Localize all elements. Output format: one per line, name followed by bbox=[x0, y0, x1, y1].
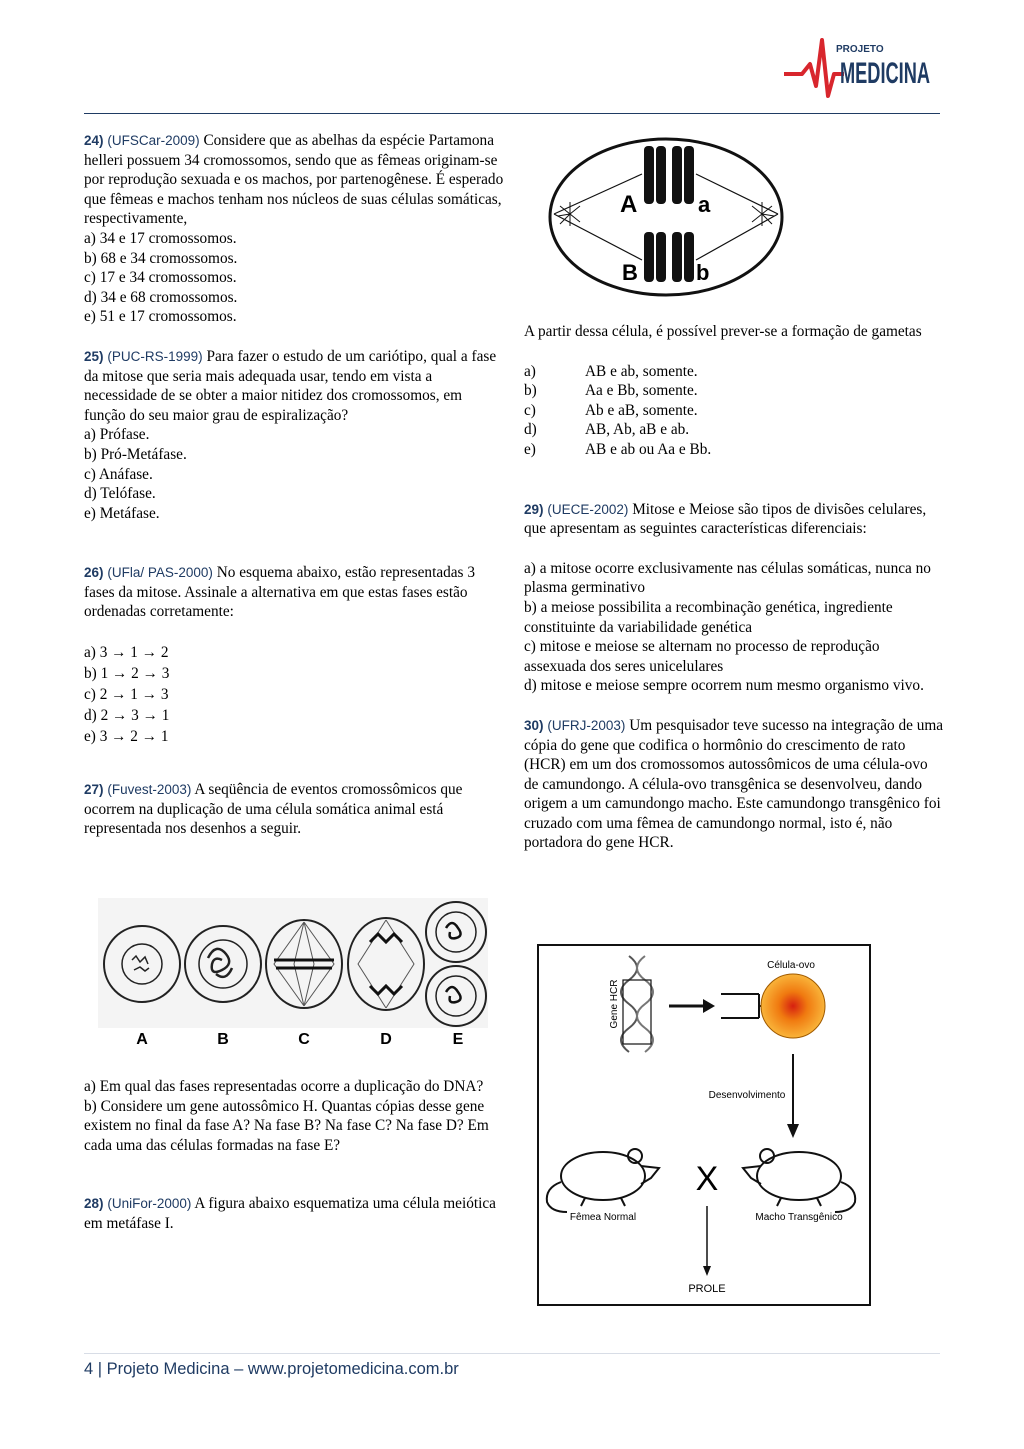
option: d) 34 e 68 cromossomos. bbox=[84, 288, 238, 306]
option-text: Aa e Bb, somente. bbox=[585, 382, 698, 400]
question-source: (Fuvest-2003) bbox=[107, 782, 192, 798]
option: a) 34 e 17 cromossomos. bbox=[84, 229, 237, 247]
question-27 bbox=[84, 780, 504, 839]
option: d) Telófase. bbox=[84, 485, 156, 503]
option-letter: e) bbox=[524, 440, 536, 458]
cross-symbol: X bbox=[695, 1160, 719, 1198]
option: e) 3 → 2 → 1 bbox=[84, 728, 169, 746]
mitosis-phases-figure bbox=[98, 898, 488, 1050]
figure-label: A bbox=[136, 1031, 148, 1048]
option bbox=[524, 440, 944, 460]
option: b) 68 e 34 cromossomos. bbox=[84, 249, 238, 267]
question-24 bbox=[84, 131, 504, 327]
question-stem: Um pesquisador teve sucesso na integração de uma cópia do gene que codifica o hormônio do crescimento de rato (HCR) em um dos cromossomos autossômicos de uma célula-ovo de camundongo. A célula-ovo transgênica se desenvolveu, dando origem a um camundongo macho. Este camundongo transgênico foi cruzado com uma fêmea de camundongo normal, isto é, não portadora do gene HCR. bbox=[524, 716, 944, 852]
question-number: 25) bbox=[84, 348, 104, 364]
option: a) a mitose ocorre exclusivamente nas células somáticas, nunca no plasma germinativo bbox=[524, 559, 931, 597]
question-source: (UFSCar-2009) bbox=[107, 133, 200, 148]
figure-label: B bbox=[217, 1031, 229, 1048]
option-letter: c) bbox=[524, 401, 536, 419]
question-number: 24) bbox=[84, 133, 104, 148]
option: a) 3 → 1 → 2 bbox=[84, 644, 169, 662]
option-text: AB e ab ou Aa e Bb. bbox=[585, 440, 712, 458]
option: c) mitose e meiose se alternam no processo de reprodução assexuada dos seres unicelulares bbox=[524, 638, 880, 675]
chromosome-pair-lower bbox=[644, 232, 694, 282]
question-30 bbox=[524, 716, 944, 853]
option-text: Ab e aB, somente. bbox=[585, 401, 698, 419]
egg-cell-icon bbox=[761, 974, 825, 1038]
allele-label: b bbox=[696, 260, 710, 285]
option bbox=[524, 401, 944, 421]
option: c) 2 → 1 → 3 bbox=[84, 686, 169, 704]
option: e) Metáfase. bbox=[84, 504, 160, 522]
question-part-a: a) Em qual das fases representadas ocorre a duplicação do DNA? bbox=[84, 1078, 484, 1095]
question-stem: A seqüência de eventos cromossômicos que ocorrem na duplicação de uma célula somática animal está representada nos desenhos a seguir. bbox=[84, 781, 463, 838]
figure-label: E bbox=[452, 1031, 464, 1048]
question-source: (UFRJ-2003) bbox=[547, 717, 626, 733]
question-number: 30) bbox=[524, 717, 544, 733]
question-25 bbox=[84, 347, 504, 523]
option: d) mitose e meiose sempre ocorrem num mesmo organismo vivo. bbox=[524, 677, 924, 695]
footer-rule bbox=[84, 1353, 940, 1354]
meiotic-cell-figure bbox=[546, 134, 786, 300]
logo-big-text: MEDICINA bbox=[840, 57, 930, 90]
question-29 bbox=[524, 500, 944, 696]
allele-label: A bbox=[620, 191, 638, 218]
option-text: AB, Ab, aB e ab. bbox=[585, 421, 690, 439]
offspring-label: PROLE bbox=[688, 1283, 726, 1295]
option: c) Anáfase. bbox=[84, 465, 153, 483]
development-label: Desenvolvimento bbox=[708, 1090, 786, 1101]
option: e) 51 e 17 cromossomos. bbox=[84, 308, 237, 326]
option: a) Prófase. bbox=[84, 426, 150, 444]
figure-label: D bbox=[380, 1031, 392, 1048]
question-stem: Considere que as abelhas da espécie Partamona helleri possuem 34 cromossomos, sendo que as fêmeas originam-se por reprodução sexuada e os machos, por partenogênese. É esperado que fêmeas e machos tenham nos núcleos de suas células somáticas, respectivamente, bbox=[84, 132, 504, 228]
right-column bbox=[524, 322, 944, 853]
projeto-medicina-logo bbox=[782, 36, 932, 108]
female-label: Fêmea Normal bbox=[569, 1212, 637, 1223]
question-number: 26) bbox=[84, 565, 104, 581]
question-26 bbox=[84, 563, 504, 747]
allele-label: B bbox=[622, 260, 638, 285]
option-letter: a) bbox=[524, 362, 536, 380]
page-footer: 4 | Projeto Medicina – www.projetomedicina.com.br bbox=[84, 1360, 459, 1378]
question-stem: Para fazer o estudo de um cariótipo, qual a fase da mitose que seria mais adequada usar, tendo em vista a necessidade de se obter a maior nitidez dos cromossomos, em função do seu maior grau de espiralização? bbox=[84, 347, 497, 424]
option: b) 1 → 2 → 3 bbox=[84, 665, 170, 683]
question-number: 27) bbox=[84, 782, 104, 798]
header-rule bbox=[84, 113, 940, 114]
question-27-parts bbox=[84, 1077, 504, 1234]
option bbox=[524, 362, 944, 382]
question-28-lead: A partir dessa célula, é possível prever-se a formação de gametas bbox=[524, 323, 922, 340]
question-source: (UniFor-2000) bbox=[107, 1196, 192, 1212]
question-source: (PUC-RS-1999) bbox=[107, 348, 203, 364]
left-column bbox=[84, 131, 504, 839]
option: b) Pró-Metáfase. bbox=[84, 445, 187, 463]
question-source: (UFla/ PAS-2000) bbox=[107, 565, 213, 581]
question-stem: A figura abaixo esquematiza uma célula meiótica em metáfase I. bbox=[84, 1195, 496, 1232]
option: c) 17 e 34 cromossomos. bbox=[84, 269, 237, 287]
question-part-b: b) Considere um gene autossômico H. Quantas cópias desse gene existem no final da fase A? Na fase B? Na fase C? Na fase D? Em cada uma das células formadas na fase E? bbox=[84, 1097, 489, 1154]
question-source: (UECE-2002) bbox=[547, 501, 629, 517]
male-label: Macho Transgênico bbox=[755, 1212, 843, 1223]
question-number: 28) bbox=[84, 1196, 104, 1212]
option: b) a meiose possibilita a recombinação genética, ingrediente constituinte da variabilidade genética bbox=[524, 598, 893, 636]
question-number: 29) bbox=[524, 501, 544, 517]
option bbox=[524, 420, 944, 440]
option-letter: d) bbox=[524, 421, 537, 439]
option-text: AB e ab, somente. bbox=[585, 362, 698, 380]
question-28 bbox=[84, 1194, 504, 1233]
option: d) 2 → 3 → 1 bbox=[84, 707, 170, 725]
question-stem: Mitose e Meiose são tipos de divisões celulares, que apresentam as seguintes características diferenciais: bbox=[524, 500, 927, 538]
question-stem: No esquema abaixo, estão representadas 3 fases da mitose. Assinale a alternativa em que estas fases estão ordenadas corretamente: bbox=[84, 564, 475, 621]
egg-label: Célula-ovo bbox=[767, 960, 815, 971]
allele-label: a bbox=[698, 192, 711, 217]
gene-label: Gene HCR bbox=[609, 979, 620, 1029]
option-letter: b) bbox=[524, 382, 537, 400]
figure-label: C bbox=[298, 1031, 310, 1048]
transgenic-mouse-figure bbox=[537, 944, 871, 1306]
chromosome-pair-upper bbox=[644, 146, 694, 204]
option bbox=[524, 381, 944, 401]
logo-small-text: PROJETO bbox=[836, 44, 884, 55]
